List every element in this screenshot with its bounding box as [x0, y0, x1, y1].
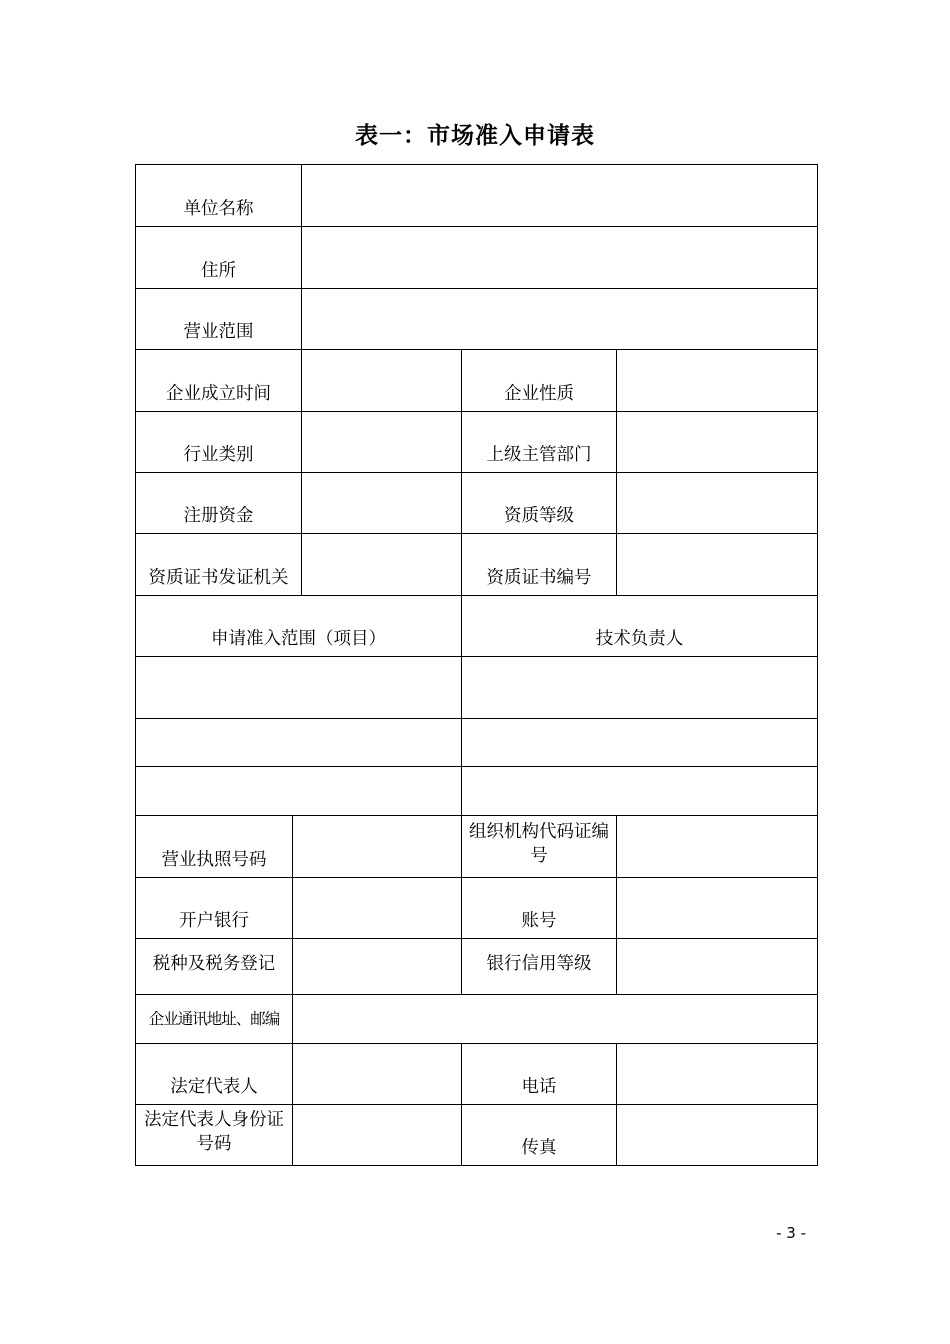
field-fax[interactable] [616, 1104, 818, 1166]
field-bank-credit-level[interactable] [616, 938, 818, 995]
field-industry-category[interactable] [301, 411, 462, 473]
field-address[interactable] [301, 226, 818, 289]
field-legal-rep[interactable] [292, 1043, 462, 1105]
label-address: 住所 [135, 226, 302, 289]
label-unit-name: 单位名称 [135, 164, 302, 227]
field-business-scope[interactable] [301, 288, 818, 350]
label-contact-address-zip: 企业通讯地址、邮编 [135, 994, 293, 1044]
field-account[interactable] [616, 877, 818, 939]
field-bank[interactable] [292, 877, 462, 939]
field-established-date[interactable] [301, 349, 462, 412]
label-fax: 传真 [461, 1104, 617, 1166]
label-business-scope: 营业范围 [135, 288, 302, 350]
label-cert-number: 资质证书编号 [461, 533, 617, 596]
field-qualification-level[interactable] [616, 472, 818, 534]
label-legal-rep: 法定代表人 [135, 1043, 293, 1105]
label-established-date: 企业成立时间 [135, 349, 302, 412]
label-legal-rep-id: 法定代表人身份证号码 [135, 1104, 293, 1166]
field-org-code-cert-no[interactable] [616, 815, 818, 878]
field-enterprise-nature[interactable] [616, 349, 818, 412]
field-tax-registration[interactable] [292, 938, 462, 995]
field-tech-lead-row-3[interactable] [461, 766, 818, 816]
label-superior-department: 上级主管部门 [461, 411, 617, 473]
label-registered-capital: 注册资金 [135, 472, 302, 534]
label-phone: 电话 [461, 1043, 617, 1105]
header-tech-lead: 技术负责人 [461, 595, 818, 657]
label-account: 账号 [461, 877, 617, 939]
label-bank: 开户银行 [135, 877, 293, 939]
field-scope-row-2[interactable] [135, 718, 462, 767]
label-business-license-no: 营业执照号码 [135, 815, 293, 878]
label-org-code-cert-no: 组织机构代码证编号 [461, 815, 617, 878]
label-bank-credit-level: 银行信用等级 [461, 938, 617, 995]
field-legal-rep-id[interactable] [292, 1104, 462, 1166]
header-application-scope: 申请准入范围（项目） [135, 595, 462, 657]
label-tax-registration: 税种及税务登记 [135, 938, 293, 995]
field-business-license-no[interactable] [292, 815, 462, 878]
field-contact-address-zip[interactable] [292, 994, 818, 1044]
field-superior-department[interactable] [616, 411, 818, 473]
page-number: - 3 - [776, 1224, 806, 1242]
label-qualification-level: 资质等级 [461, 472, 617, 534]
field-tech-lead-row-1[interactable] [461, 656, 818, 719]
field-registered-capital[interactable] [301, 472, 462, 534]
field-cert-issuing-authority[interactable] [301, 533, 462, 596]
field-cert-number[interactable] [616, 533, 818, 596]
label-industry-category: 行业类别 [135, 411, 302, 473]
field-scope-row-1[interactable] [135, 656, 462, 719]
field-phone[interactable] [616, 1043, 818, 1105]
field-unit-name[interactable] [301, 164, 818, 227]
field-scope-row-3[interactable] [135, 766, 462, 816]
label-cert-issuing-authority: 资质证书发证机关 [135, 533, 302, 596]
field-tech-lead-row-2[interactable] [461, 718, 818, 767]
label-enterprise-nature: 企业性质 [461, 349, 617, 412]
page-title: 表一：市场准入申请表 [355, 123, 595, 149]
